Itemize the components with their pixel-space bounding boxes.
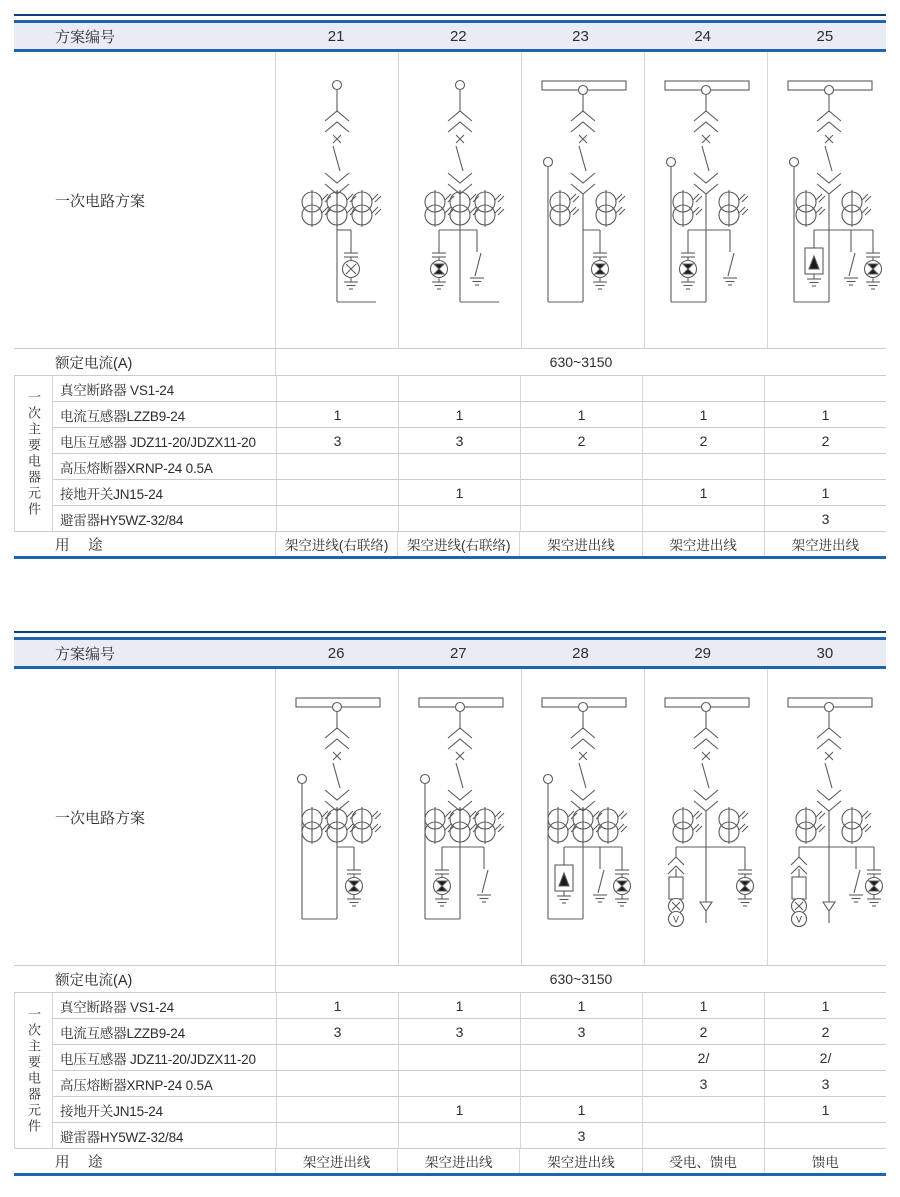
rated-current-row (14, 349, 886, 376)
circuit-diagram-scheme-29 (645, 669, 767, 965)
usage-row (14, 1149, 886, 1176)
component-count-cell: 2 (764, 428, 886, 454)
component-count-cell: 1 (520, 402, 642, 428)
component-label-row-2: 电压互感器 JDZ11-20/JDZX11-20 (53, 1045, 276, 1071)
circuit-diagram-scheme-21 (276, 52, 398, 348)
circuit-diagram-cell-26 (275, 669, 398, 965)
circuit-diagram-scheme-27 (399, 669, 521, 965)
rated-current-value: 630~3150 (275, 349, 886, 375)
component-count-cell (398, 506, 520, 532)
component-count-cell (276, 1071, 398, 1097)
component-count-cell (642, 506, 764, 532)
circuit-diagram-cell-21 (275, 52, 398, 348)
component-count-cell: 1 (398, 480, 520, 506)
component-count-cell (642, 1097, 764, 1123)
rated-current-row (14, 966, 886, 993)
circuit-diagram-scheme-23 (522, 52, 644, 348)
circuit-diagram-cell-23 (521, 52, 644, 348)
component-count-cell: 1 (276, 993, 398, 1019)
component-count-cell (642, 376, 764, 402)
component-count-cell (398, 1071, 520, 1097)
usage-value-cell: 架空进出线 (519, 1149, 641, 1173)
component-label-row-1: 电流互感器LZZB9-24 (53, 1019, 276, 1045)
scheme-number-25: 25 (816, 27, 834, 45)
component-count-cell: 1 (764, 1097, 886, 1123)
scheme-number-23: 23 (572, 27, 589, 45)
scheme-number-27: 27 (449, 644, 467, 662)
component-label-row-5: 避雷器HY5WZ-32/84 (53, 1123, 276, 1149)
usage-value-cell: 架空进出线 (519, 532, 641, 556)
scheme-number-21: 21 (327, 27, 345, 45)
rated-current-label: 额定电流(A) (55, 972, 133, 989)
component-label-row-4: 接地开关JN15-24 (53, 480, 276, 506)
rated-current-label: 额定电流(A) (55, 355, 133, 372)
circuit-diagram-scheme-24 (645, 52, 767, 348)
primary-circuit-row-label: 一次电路方案 (55, 192, 146, 210)
circuit-diagram-scheme-25 (768, 52, 890, 348)
component-label-row-5: 避雷器HY5WZ-32/84 (53, 506, 276, 532)
table-header-row (14, 637, 886, 669)
component-count-cell (520, 454, 642, 480)
component-side-label: 一次主要电器元件 (15, 993, 53, 1149)
component-count-cell: 1 (398, 1097, 520, 1123)
diagram-row (14, 669, 886, 966)
usage-value-cell: 架空进出线 (642, 532, 764, 556)
component-count-cell: 1 (764, 993, 886, 1019)
component-label-row-4: 接地开关JN15-24 (53, 1097, 276, 1123)
component-table (14, 376, 886, 532)
table-header-row (14, 20, 886, 52)
component-count-cell: 2 (642, 428, 764, 454)
component-count-cell: 3 (520, 1123, 642, 1149)
component-count-cell: 3 (764, 506, 886, 532)
circuit-diagram-cell-25 (767, 52, 890, 348)
component-count-cell (398, 1123, 520, 1149)
component-count-cell (764, 1123, 886, 1149)
component-label-row-3: 高压熔断器XRNP-24 0.5A (53, 1071, 276, 1097)
component-label-row-0: 真空断路器 VS1-24 (53, 376, 276, 402)
scheme-number-24: 24 (694, 27, 712, 45)
component-count-cell (520, 1071, 642, 1097)
component-count-cell: 1 (642, 480, 764, 506)
component-count-cell: 2/ (764, 1045, 886, 1071)
component-count-cell: 3 (276, 428, 398, 454)
component-count-cell: 3 (642, 1071, 764, 1097)
circuit-diagram-cell-30 (767, 669, 890, 965)
component-count-cell: 2/ (642, 1045, 764, 1071)
component-label-row-3: 高压熔断器XRNP-24 0.5A (53, 454, 276, 480)
usage-value-cell: 馈电 (764, 1149, 886, 1173)
component-side-label: 一次主要电器元件 (15, 376, 53, 532)
rated-current-value: 630~3150 (275, 966, 886, 992)
scheme-tables (14, 14, 886, 1176)
circuit-diagram-scheme-22 (399, 52, 521, 348)
scheme-number-header-label: 方案编号 (55, 28, 116, 46)
component-count-cell: 1 (764, 402, 886, 428)
circuit-diagram-cell-29 (644, 669, 767, 965)
component-count-cell (276, 480, 398, 506)
circuit-diagram-scheme-28 (522, 669, 644, 965)
component-count-cell (276, 1045, 398, 1071)
component-count-cell (520, 480, 642, 506)
component-count-cell: 1 (398, 402, 520, 428)
component-count-cell: 2 (520, 428, 642, 454)
scheme-number-29: 29 (694, 644, 712, 662)
component-count-cell: 1 (520, 993, 642, 1019)
scheme-number-30: 30 (816, 644, 834, 662)
component-count-cell: 3 (520, 1019, 642, 1045)
usage-label: 用 途 (55, 537, 105, 554)
component-count-cell: 1 (642, 402, 764, 428)
component-count-cell (520, 1045, 642, 1071)
component-count-cell (764, 376, 886, 402)
component-count-cell: 3 (398, 1019, 520, 1045)
component-count-cell: 1 (642, 993, 764, 1019)
circuit-diagram-cell-22 (398, 52, 521, 348)
component-label-row-2: 电压互感器 JDZ11-20/JDZX11-20 (53, 428, 276, 454)
primary-circuit-row-label: 一次电路方案 (55, 809, 146, 827)
diagram-row (14, 52, 886, 349)
table-top-rule (14, 631, 886, 633)
scheme-table-21-25 (14, 14, 886, 559)
component-count-cell: 3 (276, 1019, 398, 1045)
component-count-cell: 3 (764, 1071, 886, 1097)
scheme-number-26: 26 (327, 644, 345, 662)
usage-value-cell: 架空进线(右联络) (397, 532, 519, 556)
usage-value-cell: 受电、馈电 (642, 1149, 764, 1173)
usage-value-cell: 架空进出线 (764, 532, 886, 556)
circuit-diagram-cell-27 (398, 669, 521, 965)
component-count-cell: 3 (398, 428, 520, 454)
component-count-cell (520, 506, 642, 532)
scheme-number-header-label: 方案编号 (55, 645, 116, 663)
component-count-cell: 1 (520, 1097, 642, 1123)
component-count-cell: 2 (642, 1019, 764, 1045)
component-count-cell (276, 454, 398, 480)
usage-value-cell: 架空进出线 (397, 1149, 519, 1173)
component-count-cell (520, 376, 642, 402)
component-label-row-0: 真空断路器 VS1-24 (53, 993, 276, 1019)
svg-text:V: V (672, 914, 680, 925)
scheme-number-28: 28 (572, 644, 589, 662)
component-count-cell (398, 454, 520, 480)
circuit-diagram-scheme-30 (768, 669, 890, 965)
usage-row (14, 532, 886, 559)
component-count-cell: 2 (764, 1019, 886, 1045)
component-count-cell (276, 376, 398, 402)
component-count-cell (276, 506, 398, 532)
usage-label: 用 途 (55, 1154, 105, 1171)
scheme-number-22: 22 (449, 27, 467, 45)
component-count-cell (398, 376, 520, 402)
component-label-row-1: 电流互感器LZZB9-24 (53, 402, 276, 428)
table-top-rule (14, 14, 886, 16)
component-count-cell (276, 1097, 398, 1123)
usage-value-cell: 架空进出线 (275, 1149, 397, 1173)
component-count-cell (764, 454, 886, 480)
circuit-diagram-cell-24 (644, 52, 767, 348)
component-count-cell (642, 454, 764, 480)
circuit-diagram-cell-28 (521, 669, 644, 965)
circuit-diagram-scheme-26 (276, 669, 398, 965)
component-count-cell (398, 1045, 520, 1071)
component-count-cell: 1 (398, 993, 520, 1019)
component-count-cell (642, 1123, 764, 1149)
component-count-cell (276, 1123, 398, 1149)
usage-value-cell: 架空进线(右联络) (275, 532, 397, 556)
component-count-cell: 1 (764, 480, 886, 506)
scheme-table-26-30 (14, 631, 886, 1176)
svg-text:V: V (795, 914, 803, 925)
component-count-cell: 1 (276, 402, 398, 428)
component-table (14, 993, 886, 1149)
